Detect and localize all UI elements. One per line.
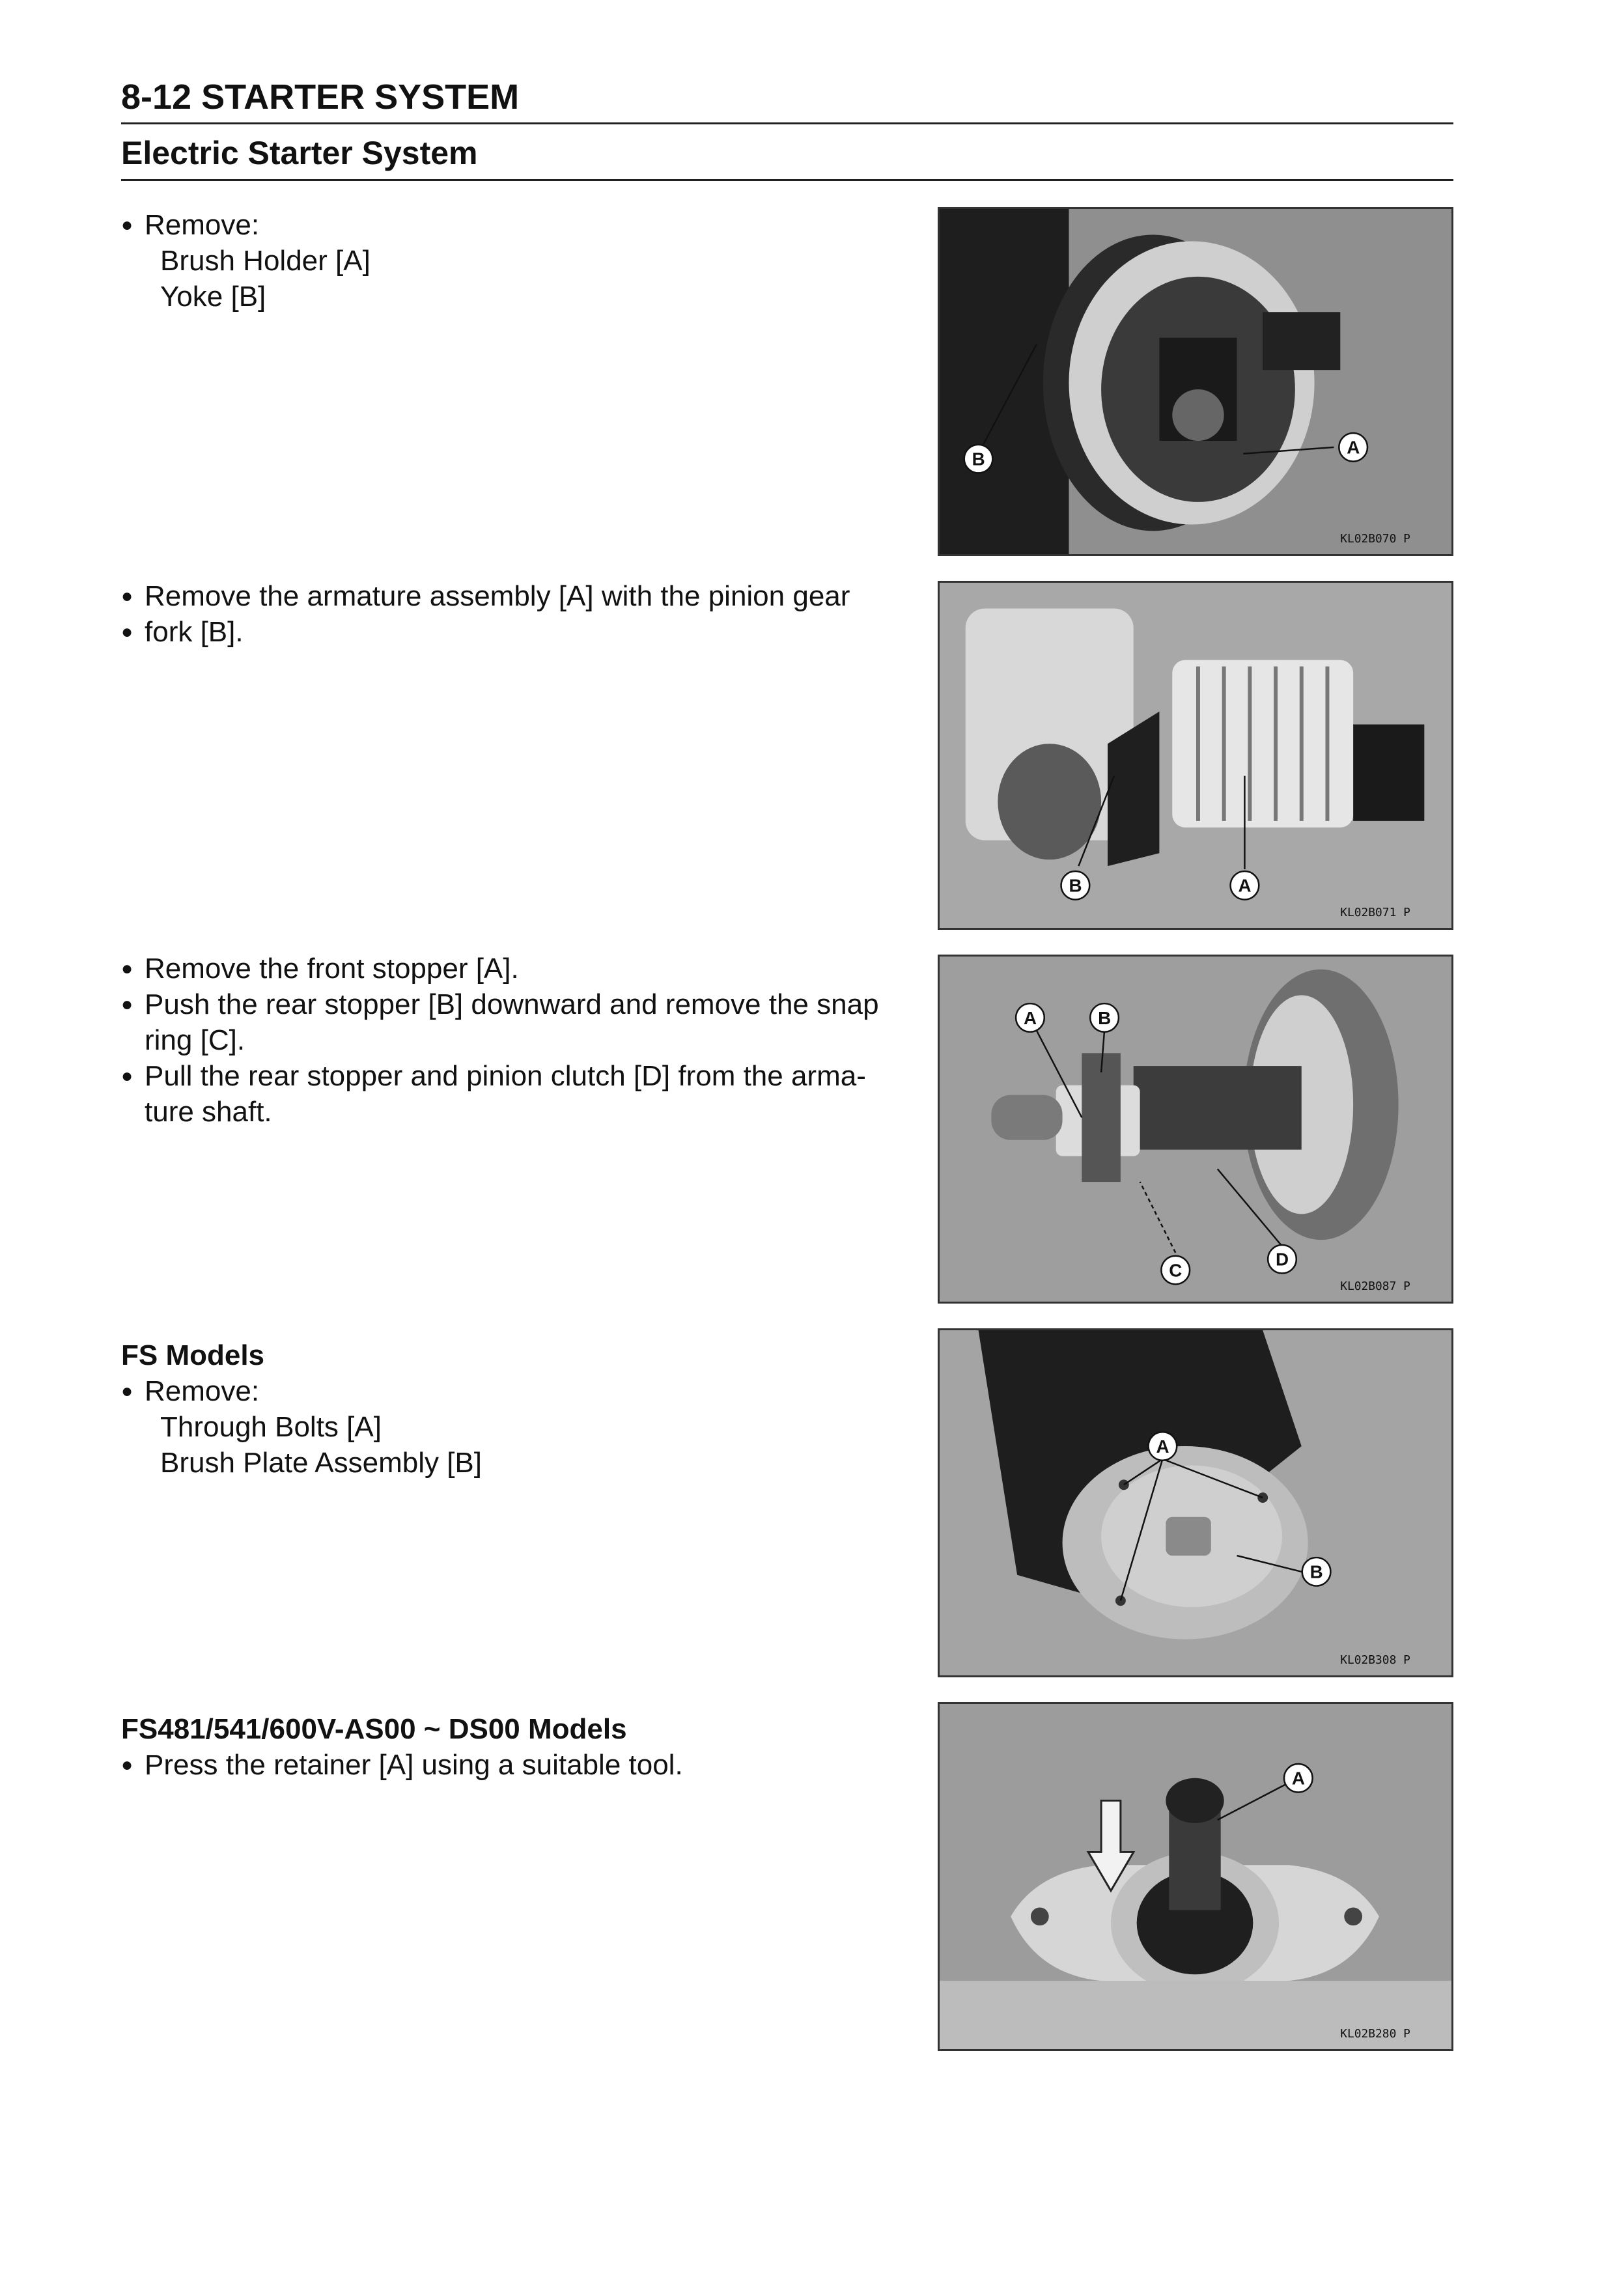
photo-pinion-clutch xyxy=(938,955,1453,1304)
photo-code: KL02B308 P xyxy=(1340,1653,1410,1668)
photo-armature-assembly xyxy=(938,581,1453,930)
callout-label: D xyxy=(1276,1249,1289,1270)
model-heading: FS Models xyxy=(121,1339,265,1371)
part-item: Yoke [B] xyxy=(160,281,266,313)
callout-label: B xyxy=(1069,875,1082,896)
model-heading: FS481/541/600V-AS00 ~ DS00 Models xyxy=(121,1713,627,1745)
callout-label: B xyxy=(1309,1561,1323,1582)
instruction-line: ● Push the rear stopper [B] downward and remove the snap xyxy=(121,986,909,1022)
instruction-line: ● Press the retainer [A] using a suitable tool. xyxy=(121,1747,909,1783)
section-title: Electric Starter System xyxy=(121,135,478,171)
callout-label: B xyxy=(972,449,985,469)
instruction-line: ● Remove the front stopper [A]. xyxy=(121,951,909,986)
instruction-line: ● Remove: xyxy=(121,207,909,243)
page-header xyxy=(121,72,1453,181)
instruction-line: ● Remove the armature assembly [A] with the pinion gear xyxy=(121,578,909,614)
header-rule xyxy=(121,122,1453,124)
part-item: Through Bolts [A] xyxy=(160,1411,382,1443)
instruction-continuation: ture shaft. xyxy=(145,1096,272,1128)
step-remove-brush-holder xyxy=(121,207,909,314)
continuation-text: fork [B]. xyxy=(145,616,244,648)
callout-label: C xyxy=(1169,1260,1183,1281)
chapter-title: 8-12 STARTER SYSTEM xyxy=(121,77,520,117)
photo-code: KL02B070 P xyxy=(1340,532,1410,546)
step-fs-models xyxy=(121,1337,909,1481)
instruction-continuation: ring [C]. xyxy=(145,1024,245,1056)
callout-label: A xyxy=(1291,1768,1305,1789)
photo-code: KL02B280 P xyxy=(1340,2027,1410,2041)
callout-label: A xyxy=(1156,1436,1169,1457)
photo-code: KL02B087 P xyxy=(1340,1279,1410,1294)
step-press-retainer xyxy=(121,1711,909,1783)
section-rule xyxy=(121,179,1453,181)
part-item: Brush Plate Assembly [B] xyxy=(160,1447,482,1479)
step-remove-stoppers xyxy=(121,951,909,1130)
instruction-continuation xyxy=(121,614,909,650)
callout-label: B xyxy=(1098,1007,1112,1028)
step-remove-armature xyxy=(121,578,909,650)
instruction-line: ● Pull the rear stopper and pinion clutch [D] from the arma- xyxy=(121,1058,909,1094)
callout-label: A xyxy=(1238,875,1252,896)
photo-code: KL02B071 P xyxy=(1340,906,1410,920)
photo-brush-holder-yoke xyxy=(938,207,1453,556)
photo-retainer xyxy=(938,1702,1453,2051)
callout-label: A xyxy=(1347,437,1360,458)
callout-label: A xyxy=(1024,1007,1037,1028)
photo-through-bolts xyxy=(938,1328,1453,1677)
instruction-line: ● Remove: xyxy=(121,1373,909,1409)
part-item: Brush Holder [A] xyxy=(160,245,371,277)
